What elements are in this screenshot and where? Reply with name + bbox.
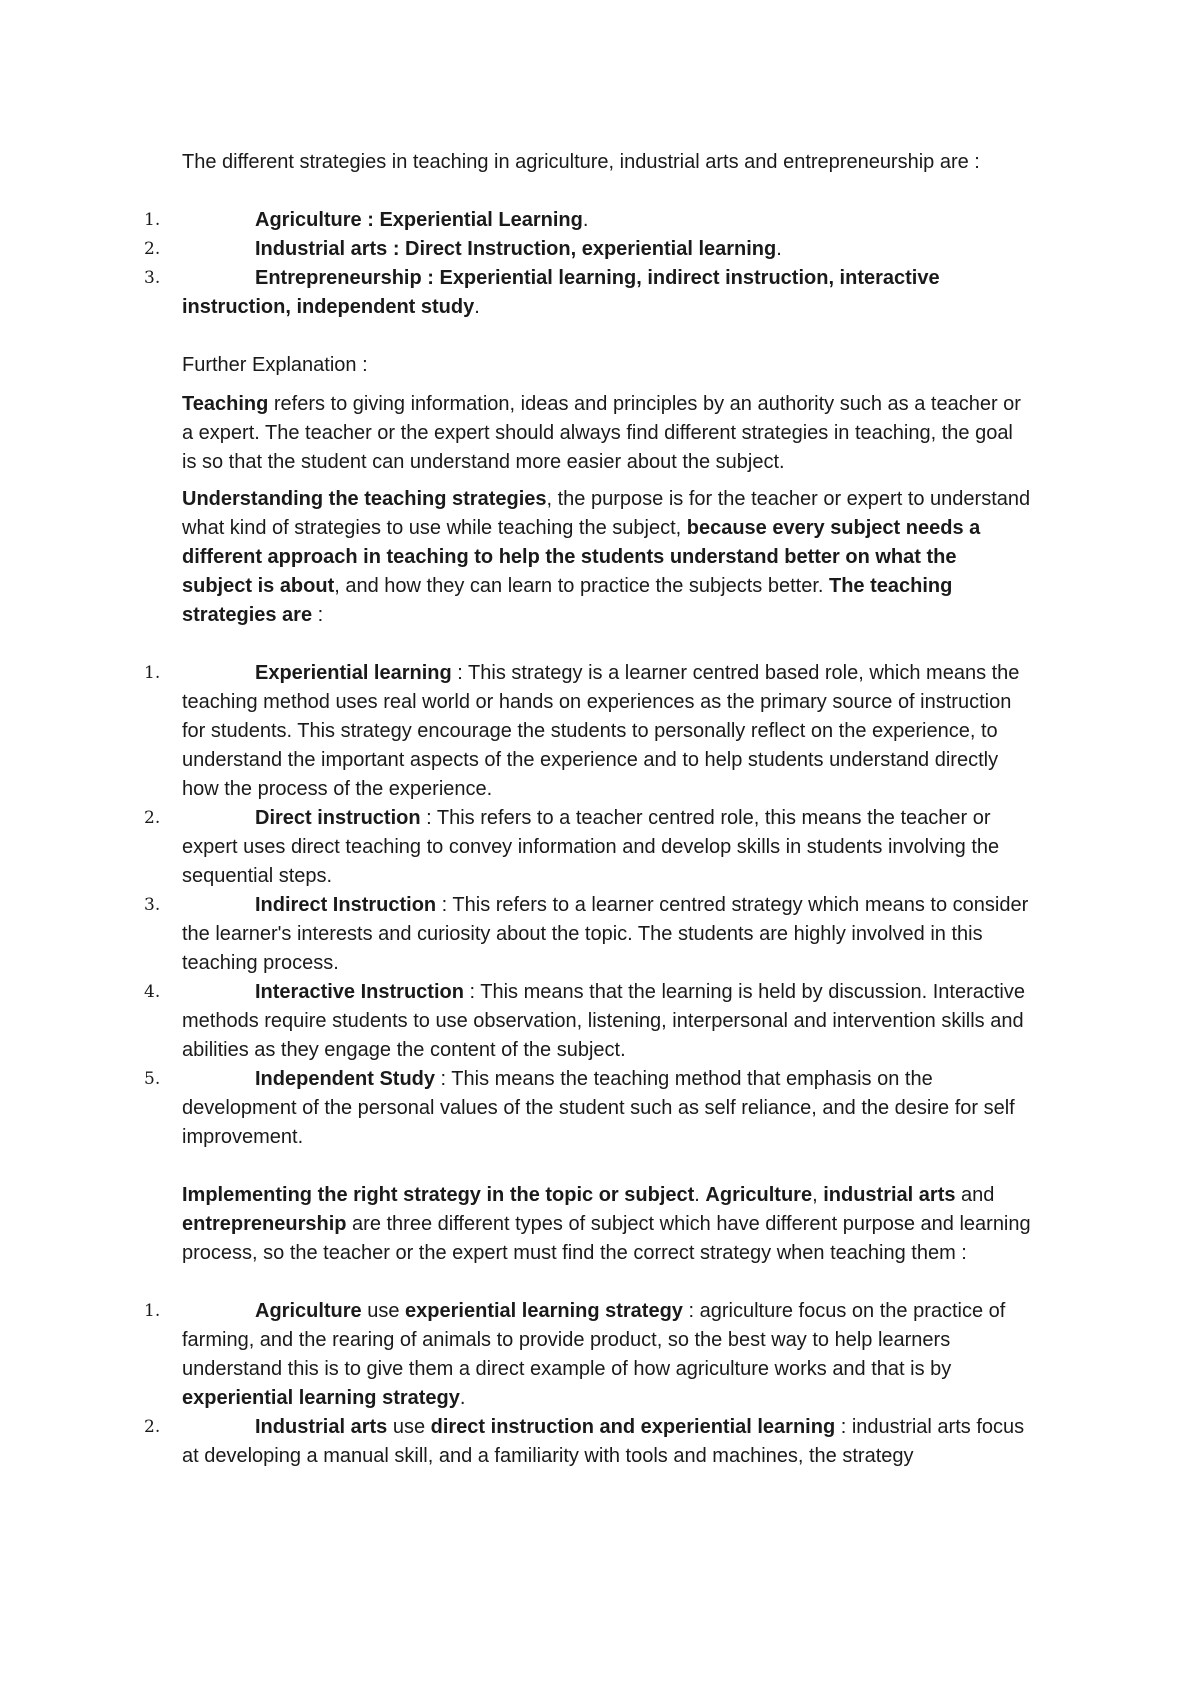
list-number: 2.	[144, 808, 161, 828]
summary-strategy: Agriculture : Experiential Learning	[255, 209, 583, 231]
strategies-list	[144, 659, 1032, 1152]
list-item: 1. Agriculture : Experiential Learning.	[182, 206, 1032, 235]
list-item: 5. Independent Study : This means the teaching method that emphasis on the development of the personal values of the student such as self reliance, and the desire for self improvement.	[182, 1065, 1032, 1152]
summary-strategy: Industrial arts : Direct Instruction, experiential learning	[255, 238, 777, 260]
list-item: 2. Industrial arts : Direct Instruction, experiential learning.	[182, 235, 1032, 264]
summary-strategy: Entrepreneurship : Experiential learning, indirect instruction, interactive instruction, independent study	[182, 267, 940, 318]
list-number: 1.	[144, 663, 161, 683]
list-number: 3.	[144, 895, 161, 915]
list-number: 4.	[144, 982, 161, 1002]
list-item: 1. Agriculture use experiential learning strategy : agriculture focus on the practice of farming, and the rearing of animals to provide product, so the best way to help learners understand this is to give them a direct example of how agriculture works and that is by experiential learning strategy.	[182, 1297, 1032, 1413]
intro-paragraph: The different strategies in teaching in agriculture, industrial arts and entrepreneurship are :	[182, 151, 980, 173]
understanding-paragraph: Understanding the teaching strategies, the purpose is for the teacher or expert to understand what kind of strategies to use while teaching the subject, because every subject needs a different approach in teaching to help the students understand better on what the subject is about, and how they can learn to practice the subjects better. The teaching strategies are :	[182, 488, 1031, 626]
list-item: 2. Industrial arts use direct instruction and experiential learning : industrial arts focus at developing a manual skill, and a familiarity with tools and machines, the strategy	[182, 1413, 1032, 1471]
summary-list	[144, 206, 1032, 322]
list-item: 1. Experiential learning : This strategy is a learner centred based role, which means the teaching method uses real world or hands on experiences as the primary source of instruction for students. This strategy encourage the students to personally reflect on the experience, to understand the important aspects of the experience and to help students understand directly how the process of the experience.	[182, 659, 1032, 804]
list-item: 3. Indirect Instruction : This refers to a learner centred strategy which means to consider the learner's interests and curiosity about the topic. The students are highly involved in this teaching process.	[182, 891, 1032, 978]
list-number: 3.	[144, 268, 161, 288]
list-number: 1.	[144, 1301, 161, 1321]
document-body	[144, 148, 1032, 1471]
teaching-paragraph: Teaching refers to giving information, ideas and principles by an authority such as a teacher or a expert. The teacher or the expert should always find different strategies in teaching, the goal is so that the student can understand more easier about the subject.	[182, 393, 1021, 473]
list-item: 4. Interactive Instruction : This means that the learning is held by discussion. Interactive methods require students to use observation, listening, interpersonal and intervention skills and abilities as they engage the content of the subject.	[182, 978, 1032, 1065]
list-number: 2.	[144, 1417, 161, 1437]
list-number: 2.	[144, 239, 161, 259]
list-number: 1.	[144, 210, 161, 230]
implementing-paragraph: Implementing the right strategy in the topic or subject. Agriculture, industrial arts and entrepreneurship are three different types of subject which have different purpose and learning process, so the teacher or the expert must find the correct strategy when teaching them :	[182, 1184, 1031, 1264]
list-number: 5.	[144, 1069, 161, 1089]
list-item: 3. Entrepreneurship : Experiential learning, indirect instruction, interactive instruction, independent study.	[182, 264, 1032, 322]
further-explanation-heading: Further Explanation :	[182, 354, 368, 376]
list-item: 2. Direct instruction : This refers to a teacher centred role, this means the teacher or expert uses direct teaching to convey information and develop skills in students involving the sequential steps.	[182, 804, 1032, 891]
subjects-list	[144, 1297, 1032, 1471]
